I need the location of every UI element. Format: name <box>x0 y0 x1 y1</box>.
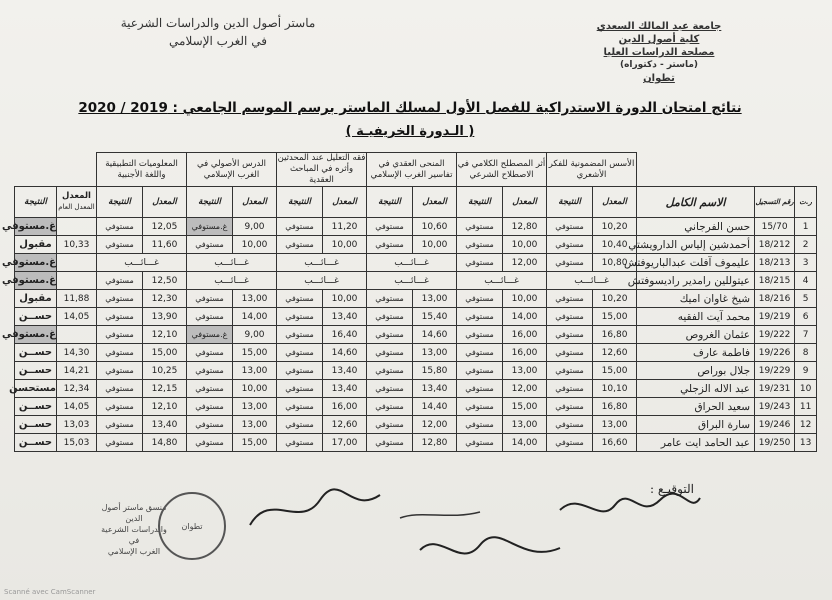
module-result: مستوفي <box>97 290 143 308</box>
module-grade: 13,00 <box>503 362 547 380</box>
module-grade: 13,40 <box>143 416 187 434</box>
col-result: النتيجة <box>547 187 593 218</box>
module-result: مستوفي <box>457 236 503 254</box>
student-name: عليموف آفلت عبدالباريوفتش <box>637 254 755 272</box>
module-grade: 11,20 <box>323 218 367 236</box>
module-header-4: فقه التعليل عند المحدثين وأثره في المباحث العقدية <box>277 153 366 185</box>
registration-number: 18/216 <box>755 290 795 308</box>
module-grade: 14,00 <box>503 434 547 452</box>
col-result: النتيجة <box>187 187 233 218</box>
col-grade: المعدل <box>323 187 367 218</box>
faculty-name: كلية أصول الدين <box>618 34 700 45</box>
module-grade: 12,00 <box>413 416 457 434</box>
row-number: 10 <box>795 380 817 398</box>
signature-label: التوقيـع : <box>650 482 694 496</box>
module-result-absent: غـــائـــب <box>187 254 277 272</box>
final-result: غ.مستوفي <box>15 254 57 272</box>
module-grade: 10,40 <box>593 236 637 254</box>
module-result: مستوفي <box>187 308 233 326</box>
module-grade: 10,60 <box>413 218 457 236</box>
module-grade: 10,00 <box>323 236 367 254</box>
program-line-1: ماستر أصول الدين والدراسات الشرعية <box>120 16 316 30</box>
module-result: مستوفي <box>457 254 503 272</box>
row-number: 6 <box>795 308 817 326</box>
module-grade: 16,00 <box>323 398 367 416</box>
module-result: مستوفي <box>187 398 233 416</box>
signature-1 <box>560 494 700 512</box>
module-result-absent: غـــائـــب <box>277 272 367 290</box>
module-result: مستوفي <box>97 398 143 416</box>
module-grade: 13,40 <box>323 308 367 326</box>
module-result: مستوفي <box>367 308 413 326</box>
handwritten-signatures <box>0 470 832 590</box>
module-result: مستوفي <box>187 290 233 308</box>
module-result: مستوفي <box>367 236 413 254</box>
student-name: شيخ غاوان اميك <box>637 290 755 308</box>
module-grade: 16,40 <box>323 326 367 344</box>
col-num: ر.ت <box>795 187 817 218</box>
module-result: مستوفي <box>97 218 143 236</box>
final-result: حســن <box>15 308 57 326</box>
module-grade: 15,00 <box>593 308 637 326</box>
module-result: مستوفي <box>547 434 593 452</box>
module-result: مستوفي <box>457 218 503 236</box>
city-name: تطوان <box>643 73 675 84</box>
module-result: مستوفي <box>187 236 233 254</box>
module-result: مستوفي <box>277 344 323 362</box>
module-result: مستوفي <box>187 380 233 398</box>
table-row <box>15 380 817 398</box>
module-result: مستوفي <box>97 272 143 290</box>
module-result: مستوفي <box>277 236 323 254</box>
student-name: محمد آيت الفقيه <box>637 308 755 326</box>
student-name: حسن الفرجاني <box>637 218 755 236</box>
module-grade: 9,00 <box>233 326 277 344</box>
module-grade: 14,00 <box>503 308 547 326</box>
module-result-absent: غـــائـــب <box>277 254 367 272</box>
final-result: مستحسن <box>15 380 57 398</box>
final-result: غ.مستوفي <box>15 326 57 344</box>
module-grade: 13,40 <box>413 380 457 398</box>
module-grade: 10,00 <box>503 290 547 308</box>
col-result: النتيجة <box>457 187 503 218</box>
module-grade: 14,00 <box>233 308 277 326</box>
module-result: مستوفي <box>277 218 323 236</box>
module-grade: 13,90 <box>143 308 187 326</box>
module-grade: 10,00 <box>503 236 547 254</box>
module-result: مستوفي <box>277 326 323 344</box>
col-result: النتيجة <box>367 187 413 218</box>
general-average: 10,33 <box>57 236 97 254</box>
module-result: مستوفي <box>367 416 413 434</box>
general-average <box>57 272 97 290</box>
table-row <box>15 254 817 272</box>
row-number: 2 <box>795 236 817 254</box>
module-grade: 12,00 <box>503 254 547 272</box>
signature-3 <box>420 537 560 553</box>
module-grade: 10,20 <box>593 290 637 308</box>
col-name: الاسم الكامل <box>637 187 755 218</box>
row-number: 3 <box>795 254 817 272</box>
final-result: حســن <box>15 434 57 452</box>
final-result: غ.مستوفي <box>15 272 57 290</box>
table-row <box>15 236 817 254</box>
row-number: 13 <box>795 434 817 452</box>
student-name: فاطمة عارف <box>637 344 755 362</box>
module-result-absent: غـــائـــب <box>187 272 277 290</box>
row-number: 11 <box>795 398 817 416</box>
module-result: مستوفي <box>457 344 503 362</box>
module-result: مستوفي <box>547 290 593 308</box>
module-result: مستوفي <box>367 380 413 398</box>
module-grade: 13,00 <box>233 362 277 380</box>
student-name: سارة البراق <box>637 416 755 434</box>
student-name: عبد الحامد ايت عامر <box>637 434 755 452</box>
table-row <box>15 218 817 236</box>
module-grade: 14,40 <box>413 398 457 416</box>
module-grade: 14,60 <box>413 326 457 344</box>
col-reg: رقم التسجيل <box>755 187 795 218</box>
registration-number: 19/219 <box>755 308 795 326</box>
student-name: سعيد الحراق <box>637 398 755 416</box>
table-row <box>15 416 817 434</box>
module-grade: 12,50 <box>143 272 187 290</box>
module-grade: 12,30 <box>143 290 187 308</box>
module-grade: 13,00 <box>413 290 457 308</box>
module-result-absent: غـــائـــب <box>97 254 187 272</box>
module-grade: 10,10 <box>593 380 637 398</box>
module-result: مستوفي <box>547 326 593 344</box>
module-result: مستوفي <box>367 362 413 380</box>
module-grade: 12,10 <box>143 398 187 416</box>
document-title: نتائج امتحان الدورة الاستدراكية للفصل الأول لمسلك الماستر برسم الموسم الجامعي : 2019 / 2020 <box>78 100 742 116</box>
module-result: مستوفي <box>457 326 503 344</box>
registration-number: 15/70 <box>755 218 795 236</box>
module-result: مستوفي <box>277 308 323 326</box>
module-grade: 17,00 <box>323 434 367 452</box>
student-name: عثمان الغروص <box>637 326 755 344</box>
module-result: مستوفي <box>277 398 323 416</box>
module-result: مستوفي <box>97 362 143 380</box>
department-sub: (ماستر - دكتوراه) <box>619 60 699 70</box>
module-grade: 10,00 <box>323 290 367 308</box>
module-result: مستوفي <box>457 290 503 308</box>
final-result: غ.مستوفي <box>15 218 57 236</box>
student-name: عبد الاله الزجلي <box>637 380 755 398</box>
table-row <box>15 326 817 344</box>
module-grade: 12,80 <box>503 218 547 236</box>
general-average: 14,05 <box>57 398 97 416</box>
module-header-6: المعلوميات التطبيقية واللغة الأجنبية <box>97 153 187 187</box>
module-result: مستوفي <box>277 416 323 434</box>
student-name: جلال بوراص <box>637 362 755 380</box>
row-number: 9 <box>795 362 817 380</box>
module-grade: 15,40 <box>413 308 457 326</box>
module-grade: 13,00 <box>503 416 547 434</box>
col-general-avg-line1: المعدل <box>62 191 91 201</box>
module-grade: 14,80 <box>143 434 187 452</box>
col-result: النتيجة <box>97 187 143 218</box>
module-result: مستوفي <box>97 308 143 326</box>
university-stamp: تطوان <box>158 492 226 560</box>
final-result: مقبول <box>15 290 57 308</box>
module-grade: 12,80 <box>413 434 457 452</box>
module-result: مستوفي <box>547 416 593 434</box>
col-grade: المعدل <box>503 187 547 218</box>
module-result: مستوفي <box>277 362 323 380</box>
module-result: مستوفي <box>457 362 503 380</box>
module-header-5: الدرس الأصولي في الغرب الإسلامي <box>187 153 277 187</box>
module-result-absent: غـــائـــب <box>367 272 457 290</box>
col-grade: المعدل <box>413 187 457 218</box>
table-row <box>15 398 817 416</box>
module-grade: 10,00 <box>413 236 457 254</box>
module-grade: 13,40 <box>323 380 367 398</box>
module-result: مستوفي <box>97 236 143 254</box>
module-result: مستوفي <box>97 416 143 434</box>
registration-number: 19/250 <box>755 434 795 452</box>
program-header <box>118 14 318 50</box>
module-result: مستوفي <box>187 416 233 434</box>
general-average: 12,34 <box>57 380 97 398</box>
module-result: مستوفي <box>277 434 323 452</box>
final-result: حســن <box>15 362 57 380</box>
row-number: 4 <box>795 272 817 290</box>
col-general-avg <box>57 187 97 218</box>
module-result: مستوفي <box>547 236 593 254</box>
col-general-avg-line2: المعدل العام <box>58 203 95 211</box>
module-grade: 15,00 <box>233 344 277 362</box>
module-result: مستوفي <box>547 380 593 398</box>
final-result: مقبول <box>15 236 57 254</box>
module-result: مستوفي <box>367 344 413 362</box>
registration-number: 19/226 <box>755 344 795 362</box>
module-grade: 12,00 <box>503 380 547 398</box>
general-average: 15,03 <box>57 434 97 452</box>
registration-number: 19/231 <box>755 380 795 398</box>
program-line-2: في الغرب الإسلامي <box>169 34 267 48</box>
module-grade: 11,60 <box>143 236 187 254</box>
module-grade: 16,00 <box>503 326 547 344</box>
coordinator-stamp-text: منسق ماستر أصول الدين والدراسات الشرعية في الغرب الإسلامي <box>101 503 167 556</box>
module-result: مستوفي <box>187 362 233 380</box>
student-name: عيتوللين رامدير راديسوفتش <box>637 272 755 290</box>
col-final: النتيجة <box>15 187 57 218</box>
document-subtitle: ( الـدورة الخريفيـة ) <box>345 124 475 139</box>
row-number: 8 <box>795 344 817 362</box>
module-result: مستوفي <box>547 218 593 236</box>
module-grade: 15,00 <box>503 398 547 416</box>
module-result: مستوفي <box>457 308 503 326</box>
row-number: 5 <box>795 290 817 308</box>
module-header-1: الأسس المضمونية للفكر الأشعري <box>547 153 637 187</box>
module-result: مستوفي <box>547 254 593 272</box>
module-result: مستوفي <box>367 398 413 416</box>
row-number: 7 <box>795 326 817 344</box>
general-average <box>57 254 97 272</box>
module-grade: 16,80 <box>593 326 637 344</box>
module-result: مستوفي <box>547 362 593 380</box>
module-result: مستوفي <box>367 290 413 308</box>
row-number: 1 <box>795 218 817 236</box>
module-grade: 16,60 <box>593 434 637 452</box>
registration-number: 18/215 <box>755 272 795 290</box>
general-average: 14,21 <box>57 362 97 380</box>
module-result: مستوفي <box>457 380 503 398</box>
module-grade: 13,40 <box>323 362 367 380</box>
module-result: مستوفي <box>547 398 593 416</box>
general-average <box>57 326 97 344</box>
col-grade: المعدل <box>233 187 277 218</box>
module-grade: 10,25 <box>143 362 187 380</box>
module-grade: 13,00 <box>593 416 637 434</box>
module-grade: 16,80 <box>593 398 637 416</box>
module-grade: 12,60 <box>593 344 637 362</box>
signature-2 <box>250 489 380 525</box>
signature-4 <box>400 512 480 518</box>
module-header-2: أثر المصطلح الكلامي في الاصطلاح الشرعي <box>457 153 547 187</box>
module-grade: 10,20 <box>593 218 637 236</box>
final-result: حســن <box>15 398 57 416</box>
module-result: مستوفي <box>457 434 503 452</box>
general-average: 11,88 <box>57 290 97 308</box>
module-result: مستوفي <box>97 434 143 452</box>
module-result: مستوفي <box>457 398 503 416</box>
module-grade: 15,00 <box>233 434 277 452</box>
table-row <box>15 308 817 326</box>
module-grade: 15,00 <box>593 362 637 380</box>
module-grade: 10,00 <box>233 236 277 254</box>
table-row <box>15 290 817 308</box>
module-grade: 10,00 <box>233 380 277 398</box>
general-average: 13,03 <box>57 416 97 434</box>
module-grade: 15,00 <box>143 344 187 362</box>
university-name: جامعة عبد المالك السعدي <box>596 21 722 32</box>
table-row <box>15 434 817 452</box>
module-result-absent: غـــائـــب <box>457 272 547 290</box>
final-result: حســن <box>15 416 57 434</box>
module-grade: 13,00 <box>233 398 277 416</box>
department-name: مصلحة الدراسات العليا <box>603 47 715 58</box>
module-grade: 15,80 <box>413 362 457 380</box>
module-result: غ.مستوفي <box>187 218 233 236</box>
module-result: مستوفي <box>97 344 143 362</box>
results-table <box>1 152 817 452</box>
table-row <box>15 272 817 290</box>
module-result: مستوفي <box>367 218 413 236</box>
module-result: مستوفي <box>367 326 413 344</box>
module-result: مستوفي <box>367 434 413 452</box>
registration-number: 19/246 <box>755 416 795 434</box>
module-result-absent: غـــائـــب <box>367 254 457 272</box>
col-result: النتيجة <box>277 187 323 218</box>
module-grade: 13,00 <box>413 344 457 362</box>
registration-number: 18/213 <box>755 254 795 272</box>
registration-number: 19/229 <box>755 362 795 380</box>
module-grade: 16,00 <box>503 344 547 362</box>
module-result: غ.مستوفي <box>187 326 233 344</box>
general-average: 14,30 <box>57 344 97 362</box>
module-grade: 13,00 <box>233 416 277 434</box>
module-grade: 12,15 <box>143 380 187 398</box>
module-grade: 12,05 <box>143 218 187 236</box>
module-result: مستوفي <box>277 290 323 308</box>
scanner-watermark: Scanné avec CamScanner <box>4 588 96 596</box>
module-grade: 9,00 <box>233 218 277 236</box>
module-result: مستوفي <box>277 380 323 398</box>
module-result: مستوفي <box>187 434 233 452</box>
results-body <box>1 218 817 452</box>
row-number: 12 <box>795 416 817 434</box>
module-result: مستوفي <box>97 380 143 398</box>
registration-number: 19/243 <box>755 398 795 416</box>
general-average <box>57 218 97 236</box>
module-result: مستوفي <box>547 344 593 362</box>
col-grade: المعدل <box>143 187 187 218</box>
module-grade: 14,60 <box>323 344 367 362</box>
registration-number: 18/212 <box>755 236 795 254</box>
institution-header <box>594 20 724 85</box>
module-header-3: المنحى العقدي في تفاسير الغرب الإسلامي <box>367 153 457 187</box>
module-grade: 13,00 <box>233 290 277 308</box>
module-grade: 10,80 <box>593 254 637 272</box>
col-grade: المعدل <box>593 187 637 218</box>
module-result: مستوفي <box>187 344 233 362</box>
module-result: مستوفي <box>457 416 503 434</box>
table-row <box>15 344 817 362</box>
registration-number: 19/222 <box>755 326 795 344</box>
final-result: حســن <box>15 344 57 362</box>
module-grade: 12,60 <box>323 416 367 434</box>
table-row <box>15 362 817 380</box>
module-result: مستوفي <box>97 326 143 344</box>
module-grade: 12,10 <box>143 326 187 344</box>
general-average: 14,05 <box>57 308 97 326</box>
module-result-absent: غـــائـــب <box>547 272 637 290</box>
module-result: مستوفي <box>547 308 593 326</box>
student-name: أحمدشين إلياس الدارويشتي <box>637 236 755 254</box>
